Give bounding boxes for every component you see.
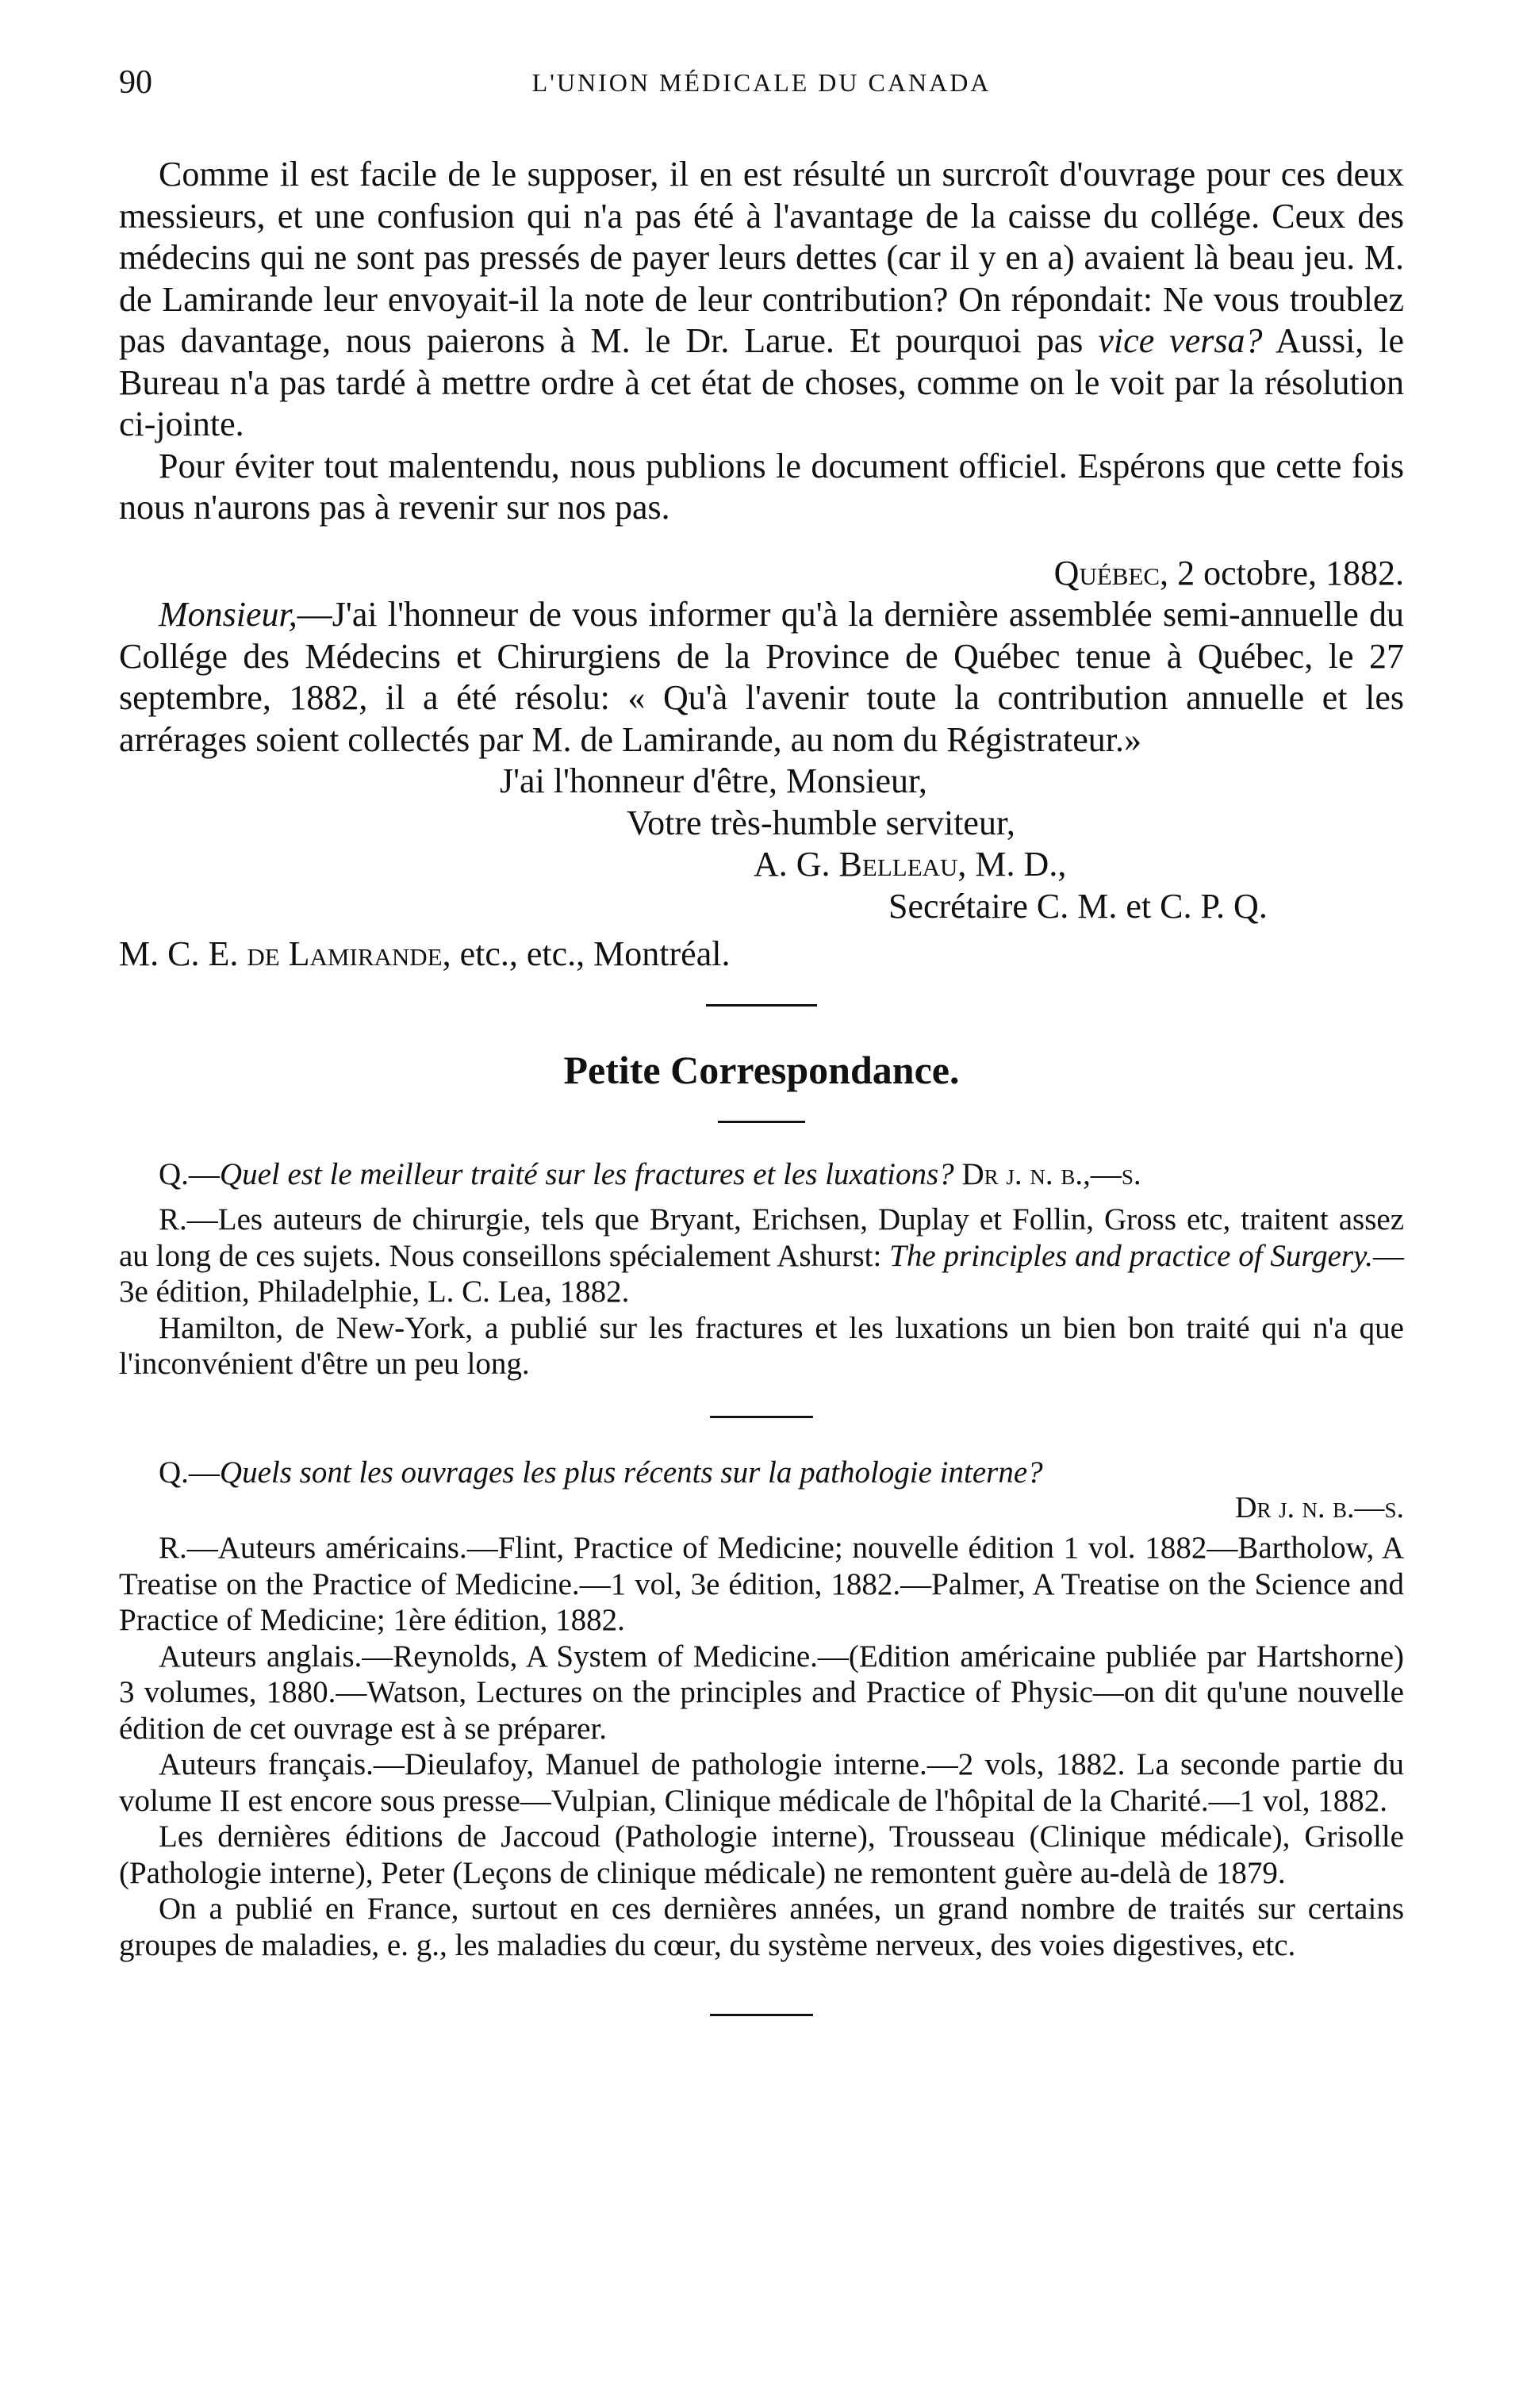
question-1-signature: Dr j. n. b.,—s. — [961, 1156, 1141, 1191]
section-title: Petite Correspondance. — [563, 1047, 960, 1092]
reply-1-text-b: —3e édition, Philadelphie, L. C. Lea, 1882. — [119, 1238, 1404, 1309]
intro-paragraph-1-italic: vice versa? — [1098, 321, 1263, 360]
dateline — [119, 553, 1404, 595]
reply-1-text-a: R.—Les auteurs de chirurgie, tels que Bryant, Erichsen, Duplay et Follin, Gross etc, traitent assez au long de ces sujets. Nous conseillons spécialement Ashurst: — [119, 1202, 1404, 1273]
question-2-text: Quels sont les ouvrages les plus récents sur la pathologie interne? — [219, 1455, 1043, 1490]
question-2-line — [119, 1455, 1404, 1491]
signature-name — [119, 844, 1404, 886]
divider-rule — [718, 1121, 805, 1123]
letter-closing-2: Votre très-humble serviteur, — [627, 803, 1015, 842]
addressee-name: Lamirande, — [288, 934, 451, 973]
reply-1 — [119, 1202, 1404, 1310]
question-1-label: Q.— — [159, 1156, 220, 1191]
signature-title: Secrétaire C. M. et C. P. Q. — [888, 886, 1268, 926]
question-1-line — [119, 1156, 1404, 1193]
question-2 — [119, 1455, 1404, 1964]
intro-paragraph-2: Pour éviter tout malentendu, nous publions le document officiel. Espérons que cette fois nous n'aurons pas à revenir sur nos pas. — [119, 446, 1404, 527]
page-header — [119, 63, 1404, 109]
letter-body — [119, 594, 1404, 761]
reply-2-line-1: R.—Auteurs américains.—Flint, Practice of Medicine; nouvelle édition 1 vol. 1882—Bartholow, A Treatise on the Practice of Medicine.—1 vol, 3e édition, 1882.—Palmer, A Treatise on the Science and Practice of Medicine; 1ère édition, 1882. — [119, 1531, 1404, 1637]
signature-name-text: A. G. Belleau, M. D., — [754, 845, 1067, 884]
addressee-suffix: etc., etc., Montréal. — [459, 934, 731, 973]
intro-paragraph-1-end: Aussi, le Bureau n'a pas tardé à mettre ordre à cet état de choses, comme on le voit par la résolution ci-jointe. — [119, 321, 1405, 443]
reply-2-line-4: Les dernières éditions de Jaccoud (Pathologie interne), Trousseau (Clinique médicale), Grisolle (Pathologie interne), Peter (Leçons de clinique médicale) ne remontent guère au-delà de 1879. — [119, 1819, 1404, 1890]
question-2-signature: Dr j. n. b.—s. — [1235, 1491, 1404, 1524]
divider-rule — [710, 2014, 813, 2016]
divider-rule — [706, 1004, 817, 1007]
intro-paragraph-1 — [119, 154, 1404, 446]
question-1 — [119, 1156, 1404, 1382]
divider-rule — [710, 1416, 813, 1418]
letter-closing-1: J'ai l'honneur d'être, Monsieur, — [500, 761, 927, 800]
running-title: L'UNION MÉDICALE DU CANADA — [531, 68, 992, 97]
reply-2-line-3: Auteurs français.—Dieulafoy, Manuel de pathologie interne.—2 vols, 1882. La seconde partie du volume II est encore sous presse—Vulpian, Clinique médicale de l'hôpital de la Charité.—1 vol, 1882. — [119, 1747, 1404, 1818]
reply-1-continued: Hamilton, de New-York, a publié sur les fractures et les luxations un bien bon traité qui n'a que l'inconvénient d'être un peu long. — [119, 1310, 1404, 1381]
page-number: 90 — [119, 64, 152, 101]
reply-2-line-5: On a publié en France, surtout en ces dernières années, un grand nombre de traités sur certains groupes de maladies, e. g., les maladies du cœur, du système nerveux, des voies digestives, etc. — [119, 1892, 1404, 1962]
dateline-date: 2 octobre, 1882. — [1177, 553, 1404, 592]
dateline-place: Québec, — [1053, 553, 1169, 592]
letter-salutation: Monsieur, — [159, 595, 297, 634]
addressee — [119, 934, 1404, 976]
letter-body-text: —J'ai l'honneur de vous informer qu'à la dernière assemblée semi-annuelle du Collége des Médecins et Chirurgiens de la Province de Québec tenue à Québec, le 27 septembre, 1882, il a été résolu: « Qu'à l'avenir toute la contribution annuelle et les arrérages soient collectés par M. de Lamirande, au nom du Régistrateur.» — [119, 595, 1404, 759]
reply-2-line-2: Auteurs anglais.—Reynolds, A System of Medicine.—(Edition américaine publiée par Hartshorne) 3 volumes, 1880.—Watson, Lectures on the principles and Practice of Physic—on dit qu'une nouvelle édition de cet ouvrage est à se préparer. — [119, 1639, 1404, 1746]
intro-paragraph-1-text: Comme il est facile de le supposer, il en est résulté un surcroît d'ouvrage pour ces deux messieurs, et une confusion qui n'a pas été à l'avantage de la caisse du collége. Ceux des médecins qui ne sont pas pressés de payer leurs dettes (car il y en a) avaient là beau jeu. M. de Lamirande leur envoyait-il la note de leur contribution? On répondait: Ne vous troublez pas davantage, nous paierons à M. le Dr. Larue. Et pourquoi pas — [119, 155, 1404, 360]
letter — [119, 553, 1404, 976]
reply-1-italic: The principles and practice of Surgery. — [889, 1238, 1373, 1273]
question-1-text: Quel est le meilleur traité sur les fractures et les luxations? — [219, 1156, 954, 1191]
question-2-label: Q.— — [159, 1455, 220, 1490]
addressee-prefix: M. C. E. de — [119, 934, 280, 973]
